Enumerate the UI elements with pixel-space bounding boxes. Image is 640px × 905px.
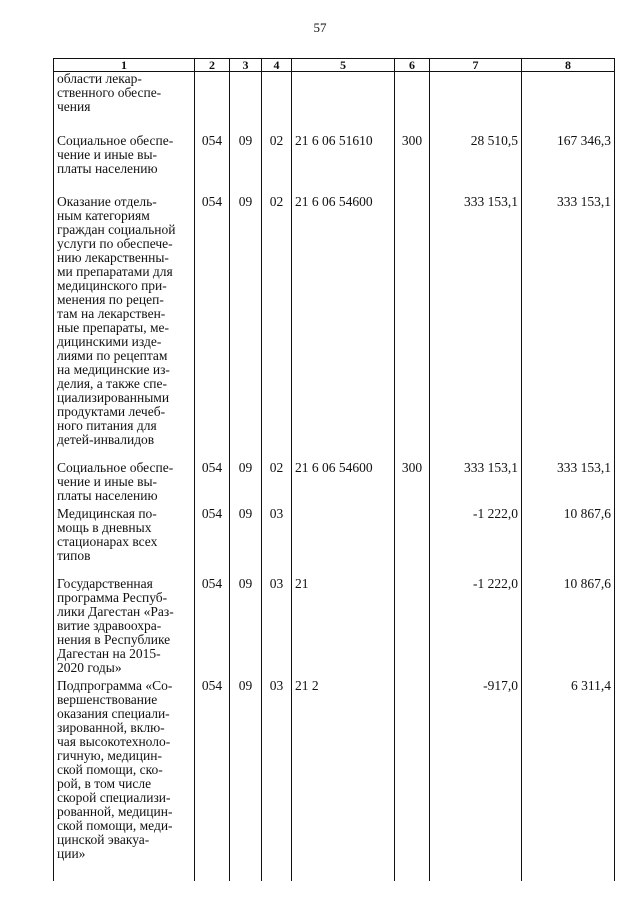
amount-change-cell: 28 510,5 xyxy=(430,133,522,194)
header-cell: 7 xyxy=(430,59,522,72)
target-article-code-cell: 21 6 06 54600 xyxy=(292,460,395,506)
expense-type-code-cell: 300 xyxy=(395,133,430,194)
row-name-cell: Подпрограмма «Со- вершенствование оказания специали- зированной, вклю- чая высокотехноло- гичную, медицин- ской помощи, ско- рой, в том числе скорой специализи- рованной, медицин- ской помощи, меди- цинской эвакуа- ции» xyxy=(54,678,195,881)
target-article-code-cell: 21 6 06 51610 xyxy=(292,133,395,194)
subsection-code-cell: 03 xyxy=(262,678,292,881)
amount-total-cell: 6 311,4 xyxy=(522,678,615,881)
section-code-cell: 09 xyxy=(230,506,262,576)
table-row xyxy=(54,72,615,134)
target-article-code-cell xyxy=(292,72,395,134)
expense-type-code-cell xyxy=(395,678,430,881)
section-code-cell: 09 xyxy=(230,460,262,506)
row-name-cell: Социальное обеспе- чение и иные вы- платы населению xyxy=(54,460,195,506)
section-code-cell: 09 xyxy=(230,576,262,678)
amount-change-cell: -1 222,0 xyxy=(430,576,522,678)
amount-change-cell: -1 222,0 xyxy=(430,506,522,576)
header-cell: 6 xyxy=(395,59,430,72)
budget-table xyxy=(53,58,615,881)
header-cell: 5 xyxy=(292,59,395,72)
amount-total-cell xyxy=(522,72,615,134)
ministry-code-cell: 054 xyxy=(195,506,230,576)
subsection-code-cell: 02 xyxy=(262,194,292,460)
expense-type-code-cell xyxy=(395,506,430,576)
target-article-code-cell: 21 2 xyxy=(292,678,395,881)
section-code-cell: 09 xyxy=(230,678,262,881)
expense-type-code-cell xyxy=(395,576,430,678)
amount-total-cell: 10 867,6 xyxy=(522,506,615,576)
row-name-cell: Социальное обеспе- чение и иные вы- платы населению xyxy=(54,133,195,194)
amount-total-cell: 10 867,6 xyxy=(522,576,615,678)
amount-total-cell: 333 153,1 xyxy=(522,194,615,460)
header-row xyxy=(54,59,615,72)
target-article-code-cell: 21 xyxy=(292,576,395,678)
section-code-cell: 09 xyxy=(230,194,262,460)
subsection-code-cell: 02 xyxy=(262,460,292,506)
table-row xyxy=(54,460,615,506)
header-cell: 3 xyxy=(230,59,262,72)
page-number: 57 xyxy=(313,20,327,35)
target-article-code-cell: 21 6 06 54600 xyxy=(292,194,395,460)
ministry-code-cell: 054 xyxy=(195,576,230,678)
amount-change-cell: 333 153,1 xyxy=(430,460,522,506)
table-row xyxy=(54,576,615,678)
row-name-cell: Государственная программа Респуб- лики Дагестан «Раз- витие здравоохра- нения в Республике Дагестан на 2015- 2020 годы» xyxy=(54,576,195,678)
header-cell: 2 xyxy=(195,59,230,72)
section-code-cell xyxy=(230,72,262,134)
table-row xyxy=(54,506,615,576)
row-name-cell: Медицинская по- мощь в дневных стационарах всех типов xyxy=(54,506,195,576)
amount-change-cell: -917,0 xyxy=(430,678,522,881)
subsection-code-cell: 03 xyxy=(262,576,292,678)
header-cell: 8 xyxy=(522,59,615,72)
header-cell: 4 xyxy=(262,59,292,72)
table-row xyxy=(54,678,615,881)
table-row xyxy=(54,194,615,460)
amount-change-cell xyxy=(430,72,522,134)
ministry-code-cell: 054 xyxy=(195,194,230,460)
target-article-code-cell xyxy=(292,506,395,576)
section-code-cell: 09 xyxy=(230,133,262,194)
ministry-code-cell: 054 xyxy=(195,133,230,194)
header-cell: 1 xyxy=(54,59,195,72)
amount-total-cell: 333 153,1 xyxy=(522,460,615,506)
amount-change-cell: 333 153,1 xyxy=(430,194,522,460)
subsection-code-cell xyxy=(262,72,292,134)
subsection-code-cell: 02 xyxy=(262,133,292,194)
row-name-cell: области лекар- ственного обеспе- чения xyxy=(54,72,195,134)
expense-type-code-cell: 300 xyxy=(395,460,430,506)
expense-type-code-cell xyxy=(395,194,430,460)
table-row xyxy=(54,133,615,194)
amount-total-cell: 167 346,3 xyxy=(522,133,615,194)
row-name-cell: Оказание отдель- ным категориям граждан социальной услуги по обеспече- нию лекарственны- ми препаратами для медицинского при- менения по рецеп- там на лекарствен- ные препараты, ме- дицинскими изде- лиями по рецептам на медицинские из- делия, а также спе- циализированными продуктами лечеб- ного питания для детей-инвалидов xyxy=(54,194,195,460)
expense-type-code-cell xyxy=(395,72,430,134)
subsection-code-cell: 03 xyxy=(262,506,292,576)
ministry-code-cell: 054 xyxy=(195,460,230,506)
ministry-code-cell xyxy=(195,72,230,134)
ministry-code-cell: 054 xyxy=(195,678,230,881)
